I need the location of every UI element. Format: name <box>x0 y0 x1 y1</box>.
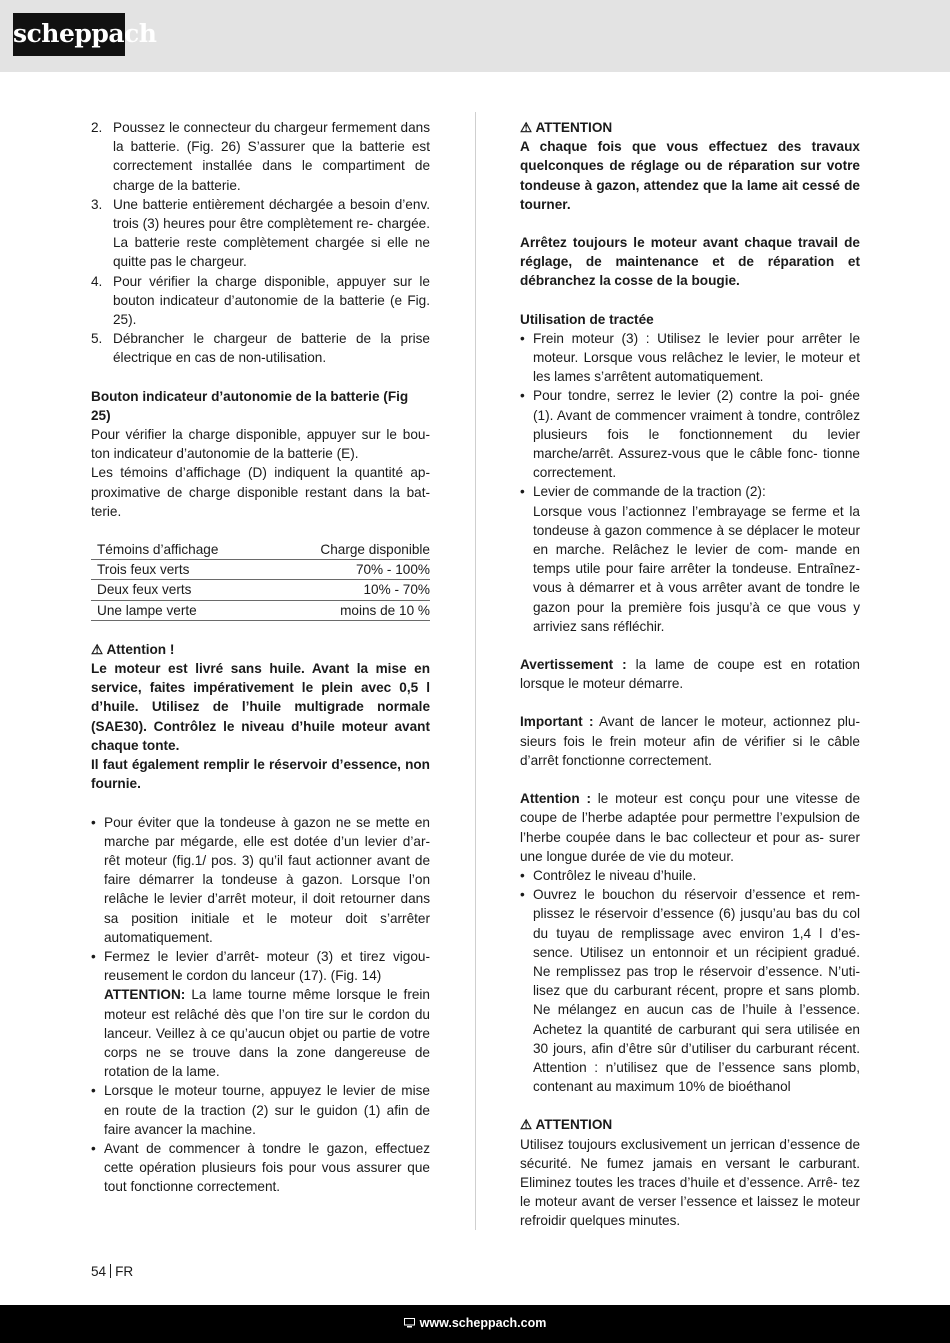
list-item: • Fermez le levier d’arrêt- moteur (3) et tirez vigou- reusement le cordon du lanceur (17). (Fig. 14) ATTENTION: La lame tourne même lorsque le frein moteur est relâché dès que l’on tire sur le cordon du lanceur. Veillez à ce qu’aucun objet ou partie de votre corps ne se trouve dans la zone dangereuse de rotation de la lame. <box>91 947 430 1081</box>
list-item: • Lorsque le moteur tourne, appuyez le levier de mise en route de la traction (2) sur le guidon (1) afin de faire avancer la machine. <box>91 1081 430 1139</box>
table-header-cell: Témoins d’affichage <box>91 540 273 560</box>
attention-text: Il faut également remplir le réservoir d’essence, non fournie. <box>91 757 430 792</box>
charge-table <box>91 540 430 621</box>
warning-text: Utilisez toujours exclusivement un jerrican d’essence de sécurité. Ne fumez jamais en versant le carburant. Eliminez toutes les traces d’huile et d’essence. Arrê- tez le moteur avant de verser l’essence et laissez le moteur refroidir quelques minutes. <box>520 1136 860 1229</box>
separator <box>110 1264 111 1278</box>
table-cell: 70% - 100% <box>273 560 430 580</box>
charging-steps <box>91 118 430 368</box>
list-item: • Levier de commande de la traction (2): Lorsque vous l’actionnez l’embrayage se ferme et la tondeuse à gazon commence à se déplacer le moteur en marche. Relâchez le levier de com- mande en temps utile pour faire arrêter la tondeuse. Entraînez-vous à démarrer et à vous arrêter avant de tondre le gazon pour la première fois jusqu’à ce que vous y arriviez sans réfléchir. <box>520 482 860 636</box>
monitor-icon <box>404 1306 415 1343</box>
left-column <box>91 118 430 1197</box>
step-item: 4. Pour vérifier la charge disponible, appuyer sur le bouton indicateur d’autonomie de la batterie (e Fig. 25). <box>91 273 430 328</box>
warning-title: ⚠ ATTENTION <box>520 120 613 135</box>
attention-title: ⚠ Attention ! <box>91 641 175 657</box>
warning-title: ⚠ ATTENTION <box>520 1117 613 1133</box>
website-link[interactable]: www.scheppach.com <box>419 1316 547 1330</box>
battery-paragraph: Pour vérifier la charge disponible, appuyer sur le bou- ton indicateur d’autonomie de la batterie (E). <box>91 427 430 462</box>
page-footer <box>0 1305 950 1343</box>
table-header-row <box>91 540 430 560</box>
table-header-cell: Charge disponible <box>273 540 430 560</box>
table-row <box>91 560 430 580</box>
list-item: • Pour tondre, serrez le levier (2) contre la poi- gnée (1). Avant de commencer vraiment à tondre, contrôlez plusieurs fois le fonctionnement du levier marche/arrêt. Assurez-vous que le câble fonc- tionne correctement. <box>520 386 860 482</box>
list-item: • Pour éviter que la tondeuse à gazon ne se mette en marche par mégarde, elle est dotée d’un levier d’ar- rêt moteur (fig.1/ pos. 3) qu’il faut actionner avant de faire démarrer la tondeuse à gazon. Lorsque l’on relâche le levier d’arrêt moteur, il doit retourner dans sa position initiale et le moteur doit s’arrêter automatiquement. <box>91 813 430 947</box>
warning-text: Arrêtez toujours le moteur avant chaque travail de réglage, de maintenance et de réparation et débranchez la cosse de la bougie. <box>520 235 860 289</box>
usage-list <box>520 329 860 636</box>
battery-paragraph: Les témoins d’affichage (D) indiquent la quantité ap- proximative de charge disponible restant dans la bat- terie. <box>91 465 430 519</box>
check-list <box>520 866 860 1096</box>
table-row <box>91 600 430 620</box>
avertissement-paragraph: Avertissement : la lame de coupe est en rotation lorsque le moteur démarre. <box>520 657 860 692</box>
page-number: 54 FR <box>91 1264 134 1279</box>
table-cell: moins de 10 % <box>273 600 430 620</box>
attention-text: Le moteur est livré sans huile. Avant la mise en service, faites impérativement le plein avec 0,5 l d’huile. Utilisez de l’huile multigrade normale (SAE30). Contrôlez le niveau d’huile moteur avant chaque tonte. <box>91 661 430 753</box>
usage-heading: Utilisation de tractée <box>520 311 654 327</box>
step-item: 2. Poussez le connecteur du chargeur fermement dans la batterie. (Fig. 26) S’assurer que la batterie est correctement installée dans le compartiment de charge de la batterie. <box>91 120 430 193</box>
step-item: 5. Débrancher le chargeur de batterie de la prise électrique en cas de non-utilisation. <box>91 331 430 366</box>
list-item: • Frein moteur (3) : Utilisez le levier pour arrêter le moteur. Lorsque vous relâchez le levier, le moteur et les lames s’arrêtent automatiquement. <box>520 329 860 387</box>
table-cell: Deux feux verts <box>91 580 273 600</box>
list-item: • Ouvrez le bouchon du réservoir d’essence et rem- plissez le réservoir d’essence (6) jusqu’au bas du col du tuyau de remplissage avec environ 1,4 l d’es- sence. Utilisez un entonnoir et un récipient gradué. Ne remplissez pas trop le réservoir d’essence. N’uti- lisez que du carburant récent, propre et sans plomb. Ne mélangez en aucun cas de l’huile à l’essence. Achetez la quantité de carburant qui sera utilisée en 30 jours, afin d’être sûr d’utiliser du carburant récent. Attention : n’utilisez que de l’essence sans plomb, contenant au maximum 10% de bioéthanol <box>520 885 860 1096</box>
attention-paragraph: Attention : le moteur est conçu pour une vitesse de coupe de l’herbe adaptée pour permettre l’expulsion de l’herbe coupée dans le bac collecteur et pour as- surer une longue durée de vie du moteur. <box>520 791 861 864</box>
right-column <box>520 118 860 1231</box>
table-cell: Une lampe verte <box>91 600 273 620</box>
list-item: • Contrôlez le niveau d’huile. <box>520 866 860 885</box>
list-item: • Avant de commencer à tondre le gazon, effectuez cette opération plusieurs fois pour vous assurer que tout fonctionne correctement. <box>91 1139 430 1197</box>
battery-heading: Bouton indicateur d’autonomie de la batterie (Fig 25) <box>91 388 409 423</box>
table-row <box>91 580 430 600</box>
important-paragraph: Important : Avant de lancer le moteur, actionnez plu- sieurs fois le frein moteur afin de vérifier si le câble d’arrêt fonctionne correctement. <box>520 714 860 768</box>
page-header <box>0 0 950 72</box>
warning-text: A chaque fois que vous effectuez des travaux quelconques de réglage ou de réparation sur votre tondeuse à gazon, attendez que la lame ait cessé de tourner. <box>520 139 860 212</box>
table-cell: Trois feux verts <box>91 560 273 580</box>
operation-list <box>91 813 430 1197</box>
brand-logo: scheppach <box>13 13 125 56</box>
step-item: 3. Une batterie entièrement déchargée a besoin d’env. trois (3) heures pour être complètement re- chargée. La batterie reste complètement chargée si elle ne quitte pas le chargeur. <box>91 196 430 270</box>
table-cell: 10% - 70% <box>273 580 430 600</box>
column-divider <box>475 112 476 1230</box>
